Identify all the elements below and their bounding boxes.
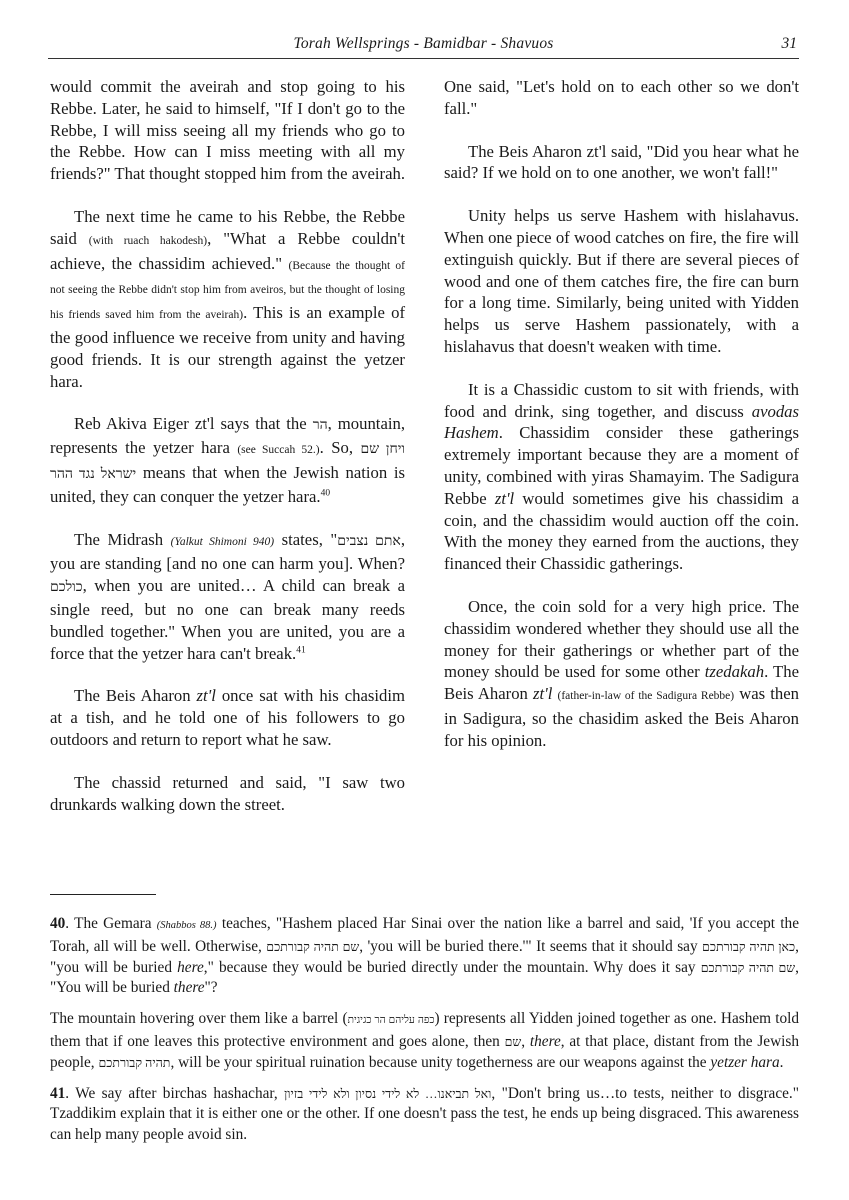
text-run: there bbox=[529, 1032, 561, 1050]
text-run: once sat with his chasidim at a tish, and he told one of his followers to go outdoors and return to report what he saw. bbox=[50, 686, 405, 749]
text-run: , "you will be buried bbox=[50, 937, 799, 976]
footnote-marker[interactable]: 41 bbox=[296, 644, 306, 655]
hebrew-text: כפה עליהם הר כגיגית bbox=[347, 1015, 435, 1027]
text-run: ," because they would be buried directly under the mountain. Why does it say bbox=[203, 958, 701, 976]
text-run: , at that place, distant from the Jewish people, bbox=[50, 1032, 799, 1071]
text-run: zt'l bbox=[196, 686, 216, 706]
hebrew-text: ואל תביאנו… לא לידי נסיון ולא לידי בזיון bbox=[284, 1086, 492, 1101]
text-run: The mountain hovering over them like a barrel ( bbox=[50, 1010, 348, 1028]
footnote-separator bbox=[50, 894, 156, 895]
text-run: here bbox=[177, 958, 204, 976]
hebrew-text: כאן תהיה קבורתכם bbox=[702, 939, 796, 954]
text-run: yetzer hara bbox=[710, 1053, 780, 1071]
paragraph bbox=[50, 685, 405, 750]
paragraph bbox=[50, 529, 405, 665]
paragraph bbox=[50, 413, 405, 507]
right-column bbox=[444, 76, 799, 773]
text-run: . We say after birchas hashachar, bbox=[65, 1084, 285, 1102]
hebrew-text: הר bbox=[312, 418, 328, 434]
parenthetical-note: (with ruach hakodesh) bbox=[88, 234, 208, 247]
footnote-number: 40 bbox=[50, 915, 66, 932]
text-run: , will be your spiritual ruination because unity togetherness are our weapons against the bbox=[170, 1053, 711, 1071]
footnote-40-continued bbox=[50, 1009, 799, 1073]
header-rule bbox=[48, 58, 799, 59]
text-run: would sometimes give his chassidim a coin, and the chassidim would auction off the coin. With the money they earned from the auctions, they financed their Chassidic gatherings. bbox=[444, 488, 799, 574]
text-run: zt'l bbox=[533, 684, 553, 704]
footnotes bbox=[50, 914, 799, 1156]
paragraph bbox=[50, 206, 405, 392]
running-title: Torah Wellsprings - Bamidbar - Shavuos bbox=[293, 35, 554, 52]
source-reference: (Yalkut Shimoni 940) bbox=[170, 535, 275, 548]
text-run: Once, the coin sold for a very high price. The chassidim wondered whether they should use all the money for their gatherings or whether part of the money should be used for some other bbox=[444, 596, 799, 682]
paragraph: One said, "Let's hold on to each other so we don't fall." bbox=[444, 77, 799, 118]
left-column bbox=[50, 76, 405, 836]
text-run: , "Don't bring us…to tests, neither to disgrace." Tzaddikim explain that it is either one or the other. If one doesn't pass the test, he ends up being disgraced. This awareness can help many people avoid sin. bbox=[50, 1084, 799, 1144]
text-run: states, " bbox=[274, 529, 338, 549]
footnote-41 bbox=[50, 1084, 799, 1146]
source-reference: (see Succah 52.) bbox=[237, 444, 320, 457]
text-run: The Midrash bbox=[74, 529, 171, 549]
text-run: ) represents all Yidden joined together as one. Hashem told them that if one leaves this protective environment and goes alone, then bbox=[50, 1010, 800, 1050]
hebrew-text: תהיה קבורתכם bbox=[98, 1055, 171, 1070]
text-run: tzedakah bbox=[704, 662, 765, 682]
source-reference: (Shabbos 88.) bbox=[156, 920, 217, 931]
text-run: . bbox=[779, 1053, 784, 1071]
text-run: Reb Akiva Eiger zt'l says that the bbox=[74, 414, 313, 434]
text-run: , mountain, represents the yetzer hara bbox=[50, 414, 405, 458]
text-run: The Beis Aharon bbox=[74, 686, 197, 706]
running-header bbox=[48, 30, 799, 58]
footnote-number: 41 bbox=[50, 1084, 66, 1102]
text-run: . The Gemara bbox=[65, 915, 157, 932]
text-run: , when you are united… A child can break a single reed, but no one can break many reeds bundled together." When you are united, you are a force that the yetzer hara can't break. bbox=[50, 576, 405, 663]
paragraph bbox=[444, 596, 799, 752]
text-run: "? bbox=[204, 979, 218, 997]
text-run: zt'l bbox=[494, 488, 515, 508]
text-run: . So, bbox=[319, 438, 361, 458]
text-run: It is a Chassidic custom to sit with friends, with food and drink, sing together, and discuss bbox=[444, 379, 799, 421]
paragraph: The chassid returned and said, "I saw two drunkards walking down the street. bbox=[50, 772, 405, 814]
text-run: , "What a Rebbe couldn't achieve, the chassidim achieved." bbox=[50, 228, 405, 273]
text-run: means that when the Jewish nation is united, they can conquer the yetzer hara. bbox=[50, 462, 405, 506]
text-run: teaches, "Hashem placed Har Sinai over the nation like a barrel and said, 'If you accept the Torah, all will be well. Otherwise, bbox=[50, 915, 799, 955]
text-run: . Chassidim consider these gatherings extremely important because they are a moment of unity, combined with yiras Shamayim. The Sadigura Rebbe bbox=[444, 423, 799, 508]
text-run: avodas Hashem bbox=[444, 401, 799, 443]
hebrew-text: שם תהיה קבורתכם bbox=[700, 960, 796, 975]
paragraph: The Beis Aharon zt'l said, "Did you hear what he said? If we hold on to one another, we won't fall!" bbox=[444, 141, 799, 183]
hebrew-text: ויחן שם ישראל נגד ההר bbox=[50, 442, 405, 482]
paragraph bbox=[444, 379, 799, 575]
text-run: . This is an example of the good influence we receive from unity and having good friends. It is our strength against the yetzer hara. bbox=[50, 303, 406, 391]
text-run: , you are standing [and no one can harm you]. When? bbox=[50, 529, 405, 574]
paragraph: would commit the aveirah and stop going to his Rebbe. Later, he said to himself, "If I don't go to the Rebbe, I will miss seeing all my friends who go to the Rebbe. How can I miss meeting with all my friends?" That thought stopped him from the aveirah. bbox=[50, 77, 406, 184]
text-run: , 'you will be buried there.'" It seems that it should say bbox=[359, 937, 703, 955]
text-run: . The Beis Aharon bbox=[444, 662, 799, 704]
paragraph: Unity helps us serve Hashem with hislahavus. When one piece of wood catches on fire, the fire will extinguish quickly. But if there are several pieces of wood and one of them catches fire, the fire can burn for a long time. Similarly, being united with Yidden helps us serve Hashem passionately, with a hislahavus that doesn't weaken with time. bbox=[444, 206, 799, 356]
footnote-marker[interactable]: 40 bbox=[320, 488, 331, 499]
parenthetical-note: (father-in-law of the Sadigura Rebbe) bbox=[557, 690, 735, 703]
text-run: The next time he came to his Rebbe, the Rebbe said bbox=[50, 206, 405, 248]
text-run: , bbox=[521, 1032, 530, 1050]
text-run: , "You will be buried bbox=[50, 958, 799, 997]
text-run: was then in Sadigura, so the chasidim asked the Beis Aharon for his opinion. bbox=[444, 684, 800, 750]
footnote-40 bbox=[50, 914, 799, 999]
hebrew-text: שם תהיה קבורתכם bbox=[266, 939, 360, 954]
hebrew-text: שם bbox=[504, 1034, 522, 1049]
text-run: there bbox=[173, 979, 205, 997]
parenthetical-note: (Because the thought of not seeing the Rebbe didn't stop him from aveiros, but the thought of losing his friends saved him from the aveirah) bbox=[50, 259, 405, 322]
page-number: 31 bbox=[781, 35, 797, 52]
hebrew-text: אתם נצבים bbox=[337, 533, 401, 549]
hebrew-text: כולכם bbox=[50, 580, 83, 596]
